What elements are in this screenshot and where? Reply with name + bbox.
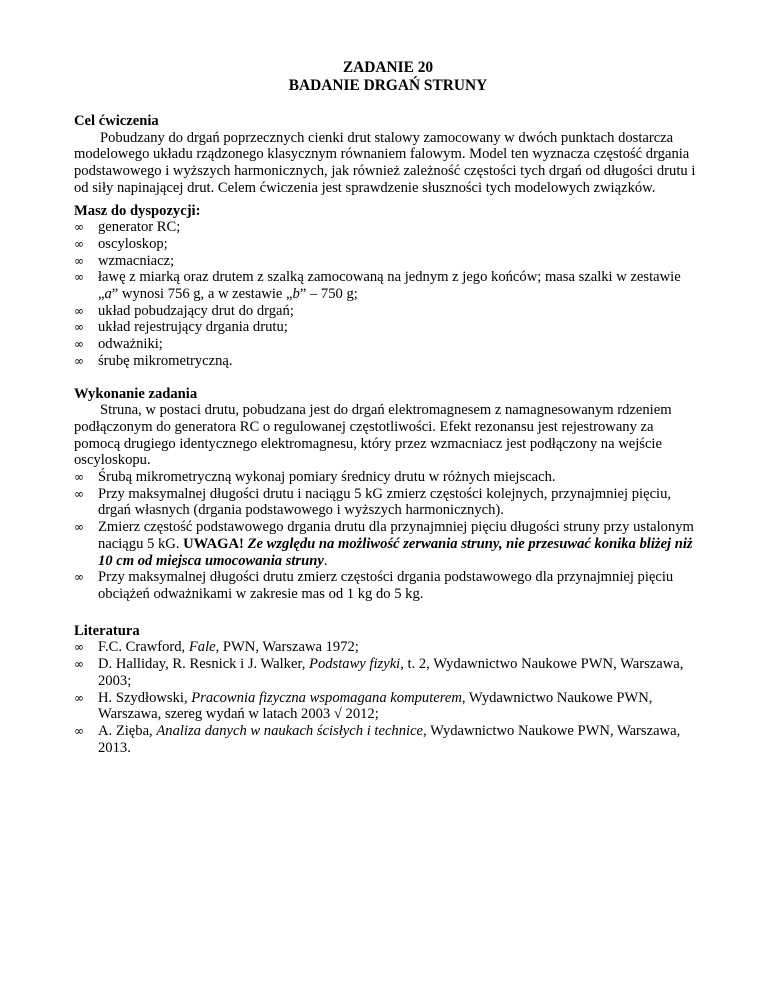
list-item [74, 656, 702, 689]
task-name-title: BADANIE DRGAŃ STRUNY [288, 77, 488, 94]
procedure-section [74, 386, 702, 603]
list-item [74, 219, 702, 236]
bench-text-part: ” wynosi 756 g, a w zestawie „ [111, 286, 293, 303]
goal-section [74, 113, 702, 197]
equipment-item-text: śrubę mikrometryczną. [98, 352, 233, 369]
task-number-title: ZADANIE 20 [342, 59, 434, 76]
ref-authors: D. Halliday, R. Resnick i J. Walker, [98, 656, 310, 673]
ref-publisher: , Wydawnictwo Naukowe PWN, Warszawa, szereg wydań w latach 2003 √ 2012; [98, 689, 653, 723]
bullet-icon: ∞ [74, 657, 84, 672]
ref-authors: A. Zięba, [98, 722, 157, 739]
equipment-item-text: układ rejestrujący drgania drutu; [98, 319, 288, 336]
ref-title: Podstawy fizyki [309, 656, 401, 673]
bullet-icon: ∞ [74, 337, 84, 352]
list-item [74, 353, 702, 370]
bullet-icon: ∞ [74, 253, 84, 268]
ref-publisher: , Wydawnictwo Naukowe PWN, Warszawa, 2013. [98, 722, 681, 756]
list-item [74, 723, 702, 756]
ref-publisher: , PWN, Warszawa 1972; [215, 639, 359, 656]
title-block [74, 59, 702, 95]
bench-item-text [98, 269, 681, 302]
list-item [74, 486, 702, 519]
list-item [74, 569, 702, 602]
ref-title: Fale [188, 639, 216, 656]
procedure-step-text [98, 519, 694, 568]
warning-text: Ze względu na możliwość zerwania struny, nie przesuwać konika bliżej niż 10 cm od miejsca umocowania struny [98, 535, 693, 569]
ref-authors: H. Szydłowski, [98, 689, 192, 706]
bullet-icon: ∞ [74, 236, 84, 251]
warning-label: UWAGA! [183, 535, 244, 552]
list-item [74, 469, 702, 486]
list-item [74, 639, 702, 656]
list-item [74, 336, 702, 353]
equipment-list [74, 219, 702, 369]
list-item [74, 303, 702, 320]
literature-section [74, 623, 702, 757]
procedure-step-text: Przy maksymalnej długości drutu zmierz częstości drgania podstawowego dla przynajmniej pięciu obciążeń odważnikami w zakresie mas od 1 kg do 5 kg. [98, 569, 674, 602]
bullet-icon: ∞ [74, 570, 84, 585]
bullet-icon: ∞ [74, 470, 84, 485]
bullet-icon: ∞ [74, 220, 84, 235]
bullet-icon: ∞ [74, 320, 84, 335]
ref-authors: F.C. Crawford, [98, 639, 189, 656]
list-item [74, 519, 702, 569]
equipment-item-text: odważniki; [98, 336, 163, 353]
bullet-icon: ∞ [74, 303, 84, 318]
equipment-item-text: generator RC; [98, 219, 181, 236]
procedure-heading: Wykonanie zadania [74, 385, 198, 402]
step-text-part: . [323, 552, 328, 569]
ref-publisher: , t. 2, Wydawnictwo Naukowe PWN, Warszawa, 2003; [98, 656, 684, 689]
set-b-label: b [292, 286, 300, 303]
bench-text-part: ławę z miarką oraz drutem z szalką zamocowaną na jednym z jego końców; masa szalki w zestawie „ [98, 269, 681, 303]
list-item [74, 690, 702, 723]
bench-text-part: ” – 750 g; [299, 286, 358, 303]
goal-text: Pobudzany do drgań poprzecznych cienki drut stalowy zamocowany w dwóch punktach dostarcza modelowego układu rządzonego klasycznym równaniem falowym. Model ten wyznacza częstość drgania podstawowego i wyższych harmonicznych, jak również zależność częstości tych drgań od długości drutu i od siły napinającej drut. Celem ćwiczenia jest sprawdzenie słuszności tych modelowych związków. [74, 129, 696, 196]
bullet-icon: ∞ [74, 270, 84, 285]
list-item [74, 269, 702, 302]
procedure-steps [74, 469, 702, 603]
ref-title: Analiza danych w naukach ścisłych i technice [156, 722, 424, 739]
bullet-icon: ∞ [74, 640, 84, 655]
equipment-section [74, 203, 702, 370]
bullet-icon: ∞ [74, 353, 84, 368]
equipment-item-text: oscyloskop; [98, 235, 168, 252]
equipment-item-text: układ pobudzający drut do drgań; [98, 302, 294, 319]
goal-heading: Cel ćwiczenia [74, 113, 159, 129]
ref-title: Pracownia fizyczna wspomagana komputerem [191, 689, 462, 706]
list-item [74, 236, 702, 253]
step-text-part: Zmierz częstość podstawowego drgania drutu dla przynajmniej pięciu długości struny przy ustalonym naciągu 5 kG. [98, 519, 694, 552]
bullet-icon: ∞ [74, 520, 84, 535]
equipment-item-text: wzmacniacz; [98, 252, 175, 269]
list-item [74, 253, 702, 270]
literature-list [74, 639, 702, 756]
bullet-icon: ∞ [74, 690, 84, 705]
literature-heading: Literatura [74, 622, 140, 639]
set-a-label: a [104, 286, 112, 303]
procedure-intro: Struna, w postaci drutu, pobudzana jest do drgań elektromagnesem z namagnesowanym rdzeniem podłączonym do generatora RC o regulowanej częstotliwości. Efekt rezonansu jest rejestrowany za pomocą drugiego identycznego elektromagnesu, który przez wzmacniacz jest podłączony na wejście oscyloskopu. [74, 402, 672, 469]
document-body [74, 59, 702, 756]
bullet-icon: ∞ [74, 486, 84, 501]
list-item [74, 319, 702, 336]
procedure-step-text: Przy maksymalnej długości drutu i naciągu 5 kG zmierz częstości kolejnych, przynajmniej pięciu, drgań własnych (drgania podstawowego i wyższych harmonicznych). [98, 485, 672, 519]
procedure-step-text: Śrubą mikrometryczną wykonaj pomiary średnicy drutu w różnych miejscach. [98, 469, 556, 486]
equipment-heading: Masz do dyspozycji: [74, 202, 201, 219]
bullet-icon: ∞ [74, 723, 84, 738]
